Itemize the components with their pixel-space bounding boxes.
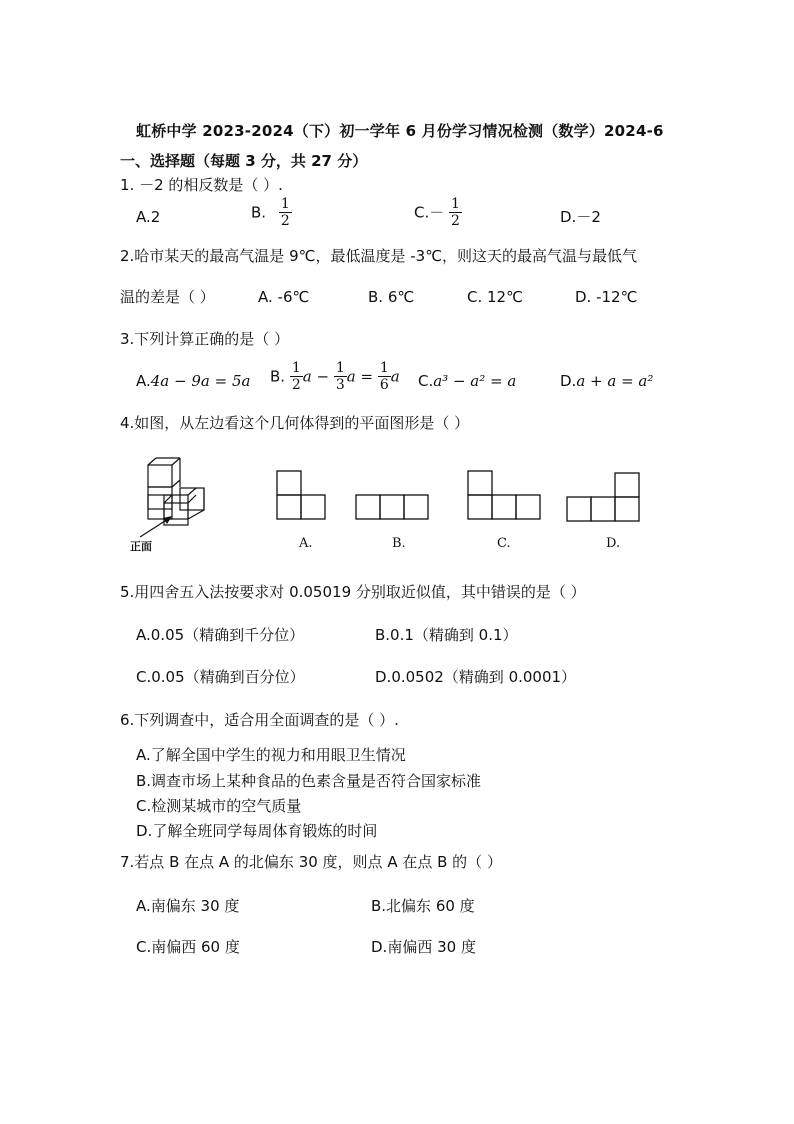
q3-b-f3-num: 1 bbox=[379, 360, 389, 376]
q7-stem: 7.若点 B 在点 A 的北偏东 30 度，则点 A 在点 B 的（ ） bbox=[120, 853, 502, 871]
q3-option-c bbox=[418, 371, 516, 391]
q3-b-label: B. bbox=[270, 367, 286, 386]
q6-stem: 6.下列调查中，适合用全面调查的是（ ）. bbox=[120, 711, 399, 729]
q4-stem: 4.如图，从左边看这个几何体得到的平面图形是（ ） bbox=[120, 414, 470, 432]
q3-option-b bbox=[270, 360, 400, 393]
q4-option-b-label: B. bbox=[392, 536, 406, 551]
q3-b-fraction-1 bbox=[290, 360, 303, 393]
q7-option-a: A.南偏东 30 度 bbox=[136, 897, 240, 915]
q3-b-f3-den: 6 bbox=[379, 377, 389, 393]
q5-option-a: A.0.05（精确到千分位） bbox=[136, 626, 305, 644]
q1-c-denominator: 2 bbox=[451, 213, 460, 229]
q1-stem: 1. －2 的相反数是（ ）. bbox=[120, 176, 283, 194]
q1-option-a: A.2 bbox=[136, 208, 161, 226]
q7-option-d: D.南偏西 30 度 bbox=[371, 938, 476, 956]
q1-b-numerator: 1 bbox=[280, 196, 290, 212]
q5-option-d: D.0.0502（精确到 0.0001） bbox=[375, 668, 577, 686]
q4-option-d-label: D. bbox=[606, 536, 621, 551]
q4-option-a-label: A. bbox=[299, 536, 313, 551]
q3-b-f1-den: 2 bbox=[291, 377, 301, 393]
q1-option-b-label: B. bbox=[251, 203, 267, 222]
q3-option-a bbox=[136, 371, 250, 391]
q1-option-d: D.－2 bbox=[560, 208, 601, 226]
q4-front-label: 正面 bbox=[130, 540, 152, 553]
q3-option-d bbox=[560, 371, 653, 391]
q2-option-c: C. 12℃ bbox=[467, 288, 523, 306]
q5-option-b: B.0.1（精确到 0.1） bbox=[375, 626, 518, 644]
q3-b-f1-num: 1 bbox=[291, 360, 301, 376]
q4-option-c-label: C. bbox=[497, 536, 511, 551]
q2-stem-line2: 温的差是（ ） bbox=[120, 288, 215, 306]
q3-b-end: a bbox=[390, 367, 400, 386]
q3-a-label: A. bbox=[136, 372, 151, 390]
q6-option-b: B.调查市场上某种食品的色素含量是否符合国家标准 bbox=[136, 772, 482, 790]
exam-title: 虹桥中学 2023-2024（下）初一学年 6 月份学习情况检测（数学）2024-6 bbox=[136, 122, 664, 140]
q4-option-b-figure bbox=[355, 494, 433, 522]
front-arrow-line bbox=[140, 519, 168, 537]
q4-option-a-figure bbox=[276, 470, 328, 522]
q2-option-a: A. -6℃ bbox=[258, 288, 310, 306]
q3-b-mid1: a − bbox=[302, 367, 330, 386]
q5-stem: 5.用四舍五入法按要求对 0.05019 分别取近似值，其中错误的是（ ） bbox=[120, 583, 586, 601]
q3-d-expression: a + a = a² bbox=[576, 372, 654, 390]
q3-d-label: D. bbox=[560, 372, 577, 390]
q3-b-mid2: a = bbox=[346, 367, 374, 386]
q5-option-c: C.0.05（精确到百分位） bbox=[136, 668, 305, 686]
q2-option-b: B. 6℃ bbox=[368, 288, 415, 306]
q3-a-expression: 4a − 9a = 5a bbox=[150, 372, 251, 390]
q2-stem-line1: 2.哈市某天的最高气温是 9℃，最低温度是 -3℃，则这天的最高气温与最低气 bbox=[120, 247, 638, 265]
q1-option-b bbox=[251, 196, 292, 229]
q3-b-fraction-2 bbox=[334, 360, 347, 393]
q1-c-numerator: 1 bbox=[451, 196, 460, 212]
q6-option-a: A.了解全国中学生的视力和用眼卫生情况 bbox=[136, 746, 406, 764]
q2-option-d: D. -12℃ bbox=[575, 288, 638, 306]
q1-option-c-label: C.－ bbox=[414, 203, 445, 222]
q1-option-c bbox=[414, 196, 462, 229]
q6-option-c: C.检测某城市的空气质量 bbox=[136, 797, 302, 815]
q6-option-d: D.了解全班同学每周体育锻炼的时间 bbox=[136, 822, 378, 840]
q3-c-label: C. bbox=[418, 372, 434, 390]
q3-b-fraction-3 bbox=[378, 360, 391, 393]
q1-b-denominator: 2 bbox=[280, 213, 290, 229]
q3-stem: 3.下列计算正确的是（ ） bbox=[120, 330, 290, 348]
q3-b-f2-num: 1 bbox=[335, 360, 345, 376]
q1-option-b-fraction bbox=[279, 196, 292, 229]
q4-option-d-figure bbox=[566, 472, 644, 524]
q7-option-b: B.北偏东 60 度 bbox=[371, 897, 475, 915]
q7-option-c: C.南偏西 60 度 bbox=[136, 938, 240, 956]
q3-c-expression: a³ − a² = a bbox=[433, 372, 517, 390]
section-heading: 一、选择题（每题 3 分，共 27 分） bbox=[120, 152, 368, 170]
q3-b-f2-den: 3 bbox=[335, 377, 345, 393]
q4-option-c-figure bbox=[467, 470, 545, 522]
q1-option-c-fraction bbox=[449, 196, 462, 229]
